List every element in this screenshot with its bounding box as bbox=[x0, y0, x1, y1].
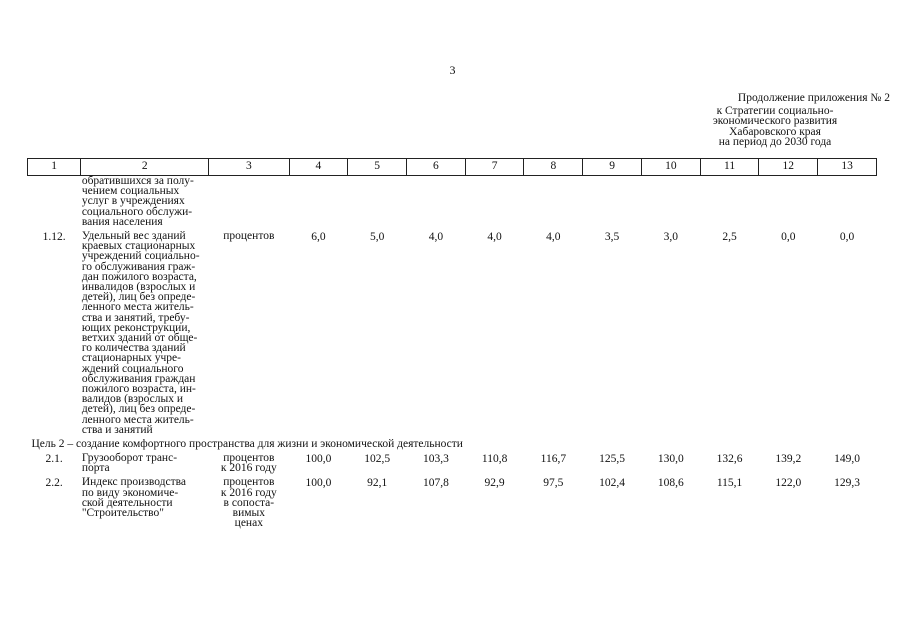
value-cell: 110,8 bbox=[481, 453, 508, 466]
value-cell: 97,5 bbox=[543, 477, 564, 490]
description-line: стационарных учре- bbox=[81, 352, 181, 365]
indicators-table bbox=[27, 158, 877, 529]
value-cell: 3,0 bbox=[663, 231, 678, 244]
unit-line: в сопоста- bbox=[223, 496, 275, 509]
value-cell: 92,9 bbox=[484, 477, 505, 490]
unit-cell bbox=[209, 477, 289, 528]
unit-line: ценах bbox=[234, 517, 263, 530]
indicator-description bbox=[81, 453, 209, 473]
header-cell: 8 bbox=[524, 159, 583, 176]
appendix-note-line: Хабаровского края bbox=[729, 125, 821, 138]
value-cell: 4,0 bbox=[546, 231, 561, 244]
appendix-note-line: Продолжение приложения № 2 bbox=[737, 92, 890, 104]
unit-line: процентов bbox=[223, 452, 275, 465]
value-cell: 132,6 bbox=[716, 453, 743, 466]
table-row-continuation bbox=[28, 176, 877, 228]
value-cell: 116,7 bbox=[540, 453, 567, 466]
description-line: детей), лиц без опреде- bbox=[81, 403, 196, 416]
description-line: дан пожилого возраста, bbox=[81, 270, 197, 283]
header-cell: 5 bbox=[348, 159, 407, 176]
description-line: пожилого возраста, ин- bbox=[81, 383, 196, 396]
value-cell: 102,5 bbox=[364, 453, 391, 466]
value-cell: 115,1 bbox=[716, 477, 743, 490]
header-cell: 6 bbox=[407, 159, 466, 176]
description-line: валидов (взрослых и bbox=[81, 393, 184, 406]
value-cell: 122,0 bbox=[775, 477, 802, 490]
description-line: Удельный вес зданий bbox=[81, 230, 186, 243]
row-code: 1.12. bbox=[42, 231, 66, 244]
value-cell: 107,8 bbox=[422, 477, 449, 490]
description-line: ленного места житель- bbox=[81, 301, 194, 314]
indicator-description bbox=[81, 477, 209, 528]
appendix-note-line: на период до 2030 года bbox=[718, 136, 832, 148]
value-cell: 0,0 bbox=[839, 231, 855, 244]
value-cell: 5,0 bbox=[369, 231, 385, 244]
description-line: ства и занятий bbox=[81, 423, 153, 436]
description-line: услуг в учреждениях bbox=[81, 195, 185, 208]
header-cell: 3 bbox=[209, 159, 289, 176]
description-line: го обслуживания граж- bbox=[81, 260, 196, 273]
description-line: вания населения bbox=[81, 215, 163, 228]
description-line: ющих реконструкции, bbox=[81, 321, 191, 334]
value-cell: 4,0 bbox=[428, 231, 444, 244]
table-row-goal-2 bbox=[28, 435, 877, 453]
description-line: обслуживания граждан bbox=[81, 372, 196, 385]
table-row-1-12 bbox=[28, 231, 877, 435]
value-cell: 3,5 bbox=[604, 231, 620, 244]
value-cell: 100,0 bbox=[305, 453, 332, 466]
unit-cell bbox=[209, 231, 289, 435]
unit-line: к 2016 году bbox=[220, 462, 277, 475]
description-line: краевых стационарных bbox=[81, 240, 196, 253]
value-cell: 102,4 bbox=[599, 477, 626, 490]
description-line: ветхих зданий от обще- bbox=[81, 332, 198, 345]
unit-line: процентов bbox=[223, 476, 275, 489]
table-row-2-2 bbox=[28, 477, 877, 528]
description-line: порта bbox=[81, 462, 110, 475]
value-cell: 149,0 bbox=[834, 453, 861, 466]
header-cell: 4 bbox=[289, 159, 348, 176]
value-cell: 129,3 bbox=[834, 477, 861, 490]
value-cell: 92,1 bbox=[367, 477, 388, 490]
unit-line: к 2016 году bbox=[220, 486, 277, 499]
description-line: обратившихся за полу- bbox=[81, 175, 194, 187]
description-line: ленного места житель- bbox=[81, 413, 194, 426]
description-line: социального обслужи- bbox=[81, 205, 193, 218]
appendix-note-line: экономического развития bbox=[712, 115, 838, 127]
indicator-description bbox=[81, 176, 209, 228]
value-cell: 139,2 bbox=[775, 453, 802, 466]
table-row-2-1 bbox=[28, 453, 877, 473]
value-cell: 125,5 bbox=[599, 453, 626, 466]
description-line: "Строительство" bbox=[81, 507, 164, 520]
unit-line: процентов bbox=[223, 230, 275, 243]
unit-line: вимых bbox=[232, 507, 265, 520]
goal-heading: Цель 2 – создание комфортного пространства для жизни и экономической деятельности bbox=[31, 438, 463, 451]
header-cell: 11 bbox=[700, 159, 759, 176]
value-cell: 108,6 bbox=[657, 477, 684, 490]
appendix-note-line: к Стратегии социально- bbox=[716, 104, 834, 117]
description-line: го количества зданий bbox=[81, 342, 186, 355]
description-line: учреждений социально- bbox=[81, 250, 200, 263]
table-header-row bbox=[28, 159, 877, 176]
value-cell: 2,5 bbox=[722, 231, 737, 244]
value-cell: 6,0 bbox=[311, 231, 326, 244]
description-line: по виду экономиче- bbox=[81, 486, 179, 499]
description-line: Индекс производства bbox=[81, 476, 186, 489]
page-number: 3 bbox=[449, 63, 456, 77]
value-cell: 0,0 bbox=[781, 231, 796, 244]
description-line: чением социальных bbox=[81, 185, 180, 198]
header-cell: 9 bbox=[583, 159, 642, 176]
header-cell: 7 bbox=[465, 159, 524, 176]
header-cell: 10 bbox=[641, 159, 700, 176]
header-cell: 2 bbox=[81, 159, 209, 176]
row-code: 2.2. bbox=[45, 477, 63, 490]
unit-cell bbox=[209, 453, 289, 473]
value-cell: 100,0 bbox=[305, 477, 332, 490]
header-cell: 13 bbox=[818, 159, 877, 176]
description-line: детей), лиц без опреде- bbox=[81, 291, 196, 304]
description-line: Грузооборот транс- bbox=[81, 452, 178, 465]
value-cell: 130,0 bbox=[657, 453, 684, 466]
header-cell: 1 bbox=[28, 159, 81, 176]
row-code: 2.1. bbox=[45, 453, 63, 466]
indicator-description bbox=[81, 231, 209, 435]
description-line: ской деятельности bbox=[81, 496, 173, 509]
header-cell: 12 bbox=[759, 159, 818, 176]
value-cell: 4,0 bbox=[487, 231, 502, 244]
description-line: ства и занятий, требу- bbox=[81, 311, 190, 324]
appendix-note bbox=[660, 93, 890, 148]
description-line: ждений социального bbox=[81, 362, 184, 375]
value-cell: 103,3 bbox=[422, 453, 449, 466]
description-line: инвалидов (взрослых и bbox=[81, 281, 196, 294]
